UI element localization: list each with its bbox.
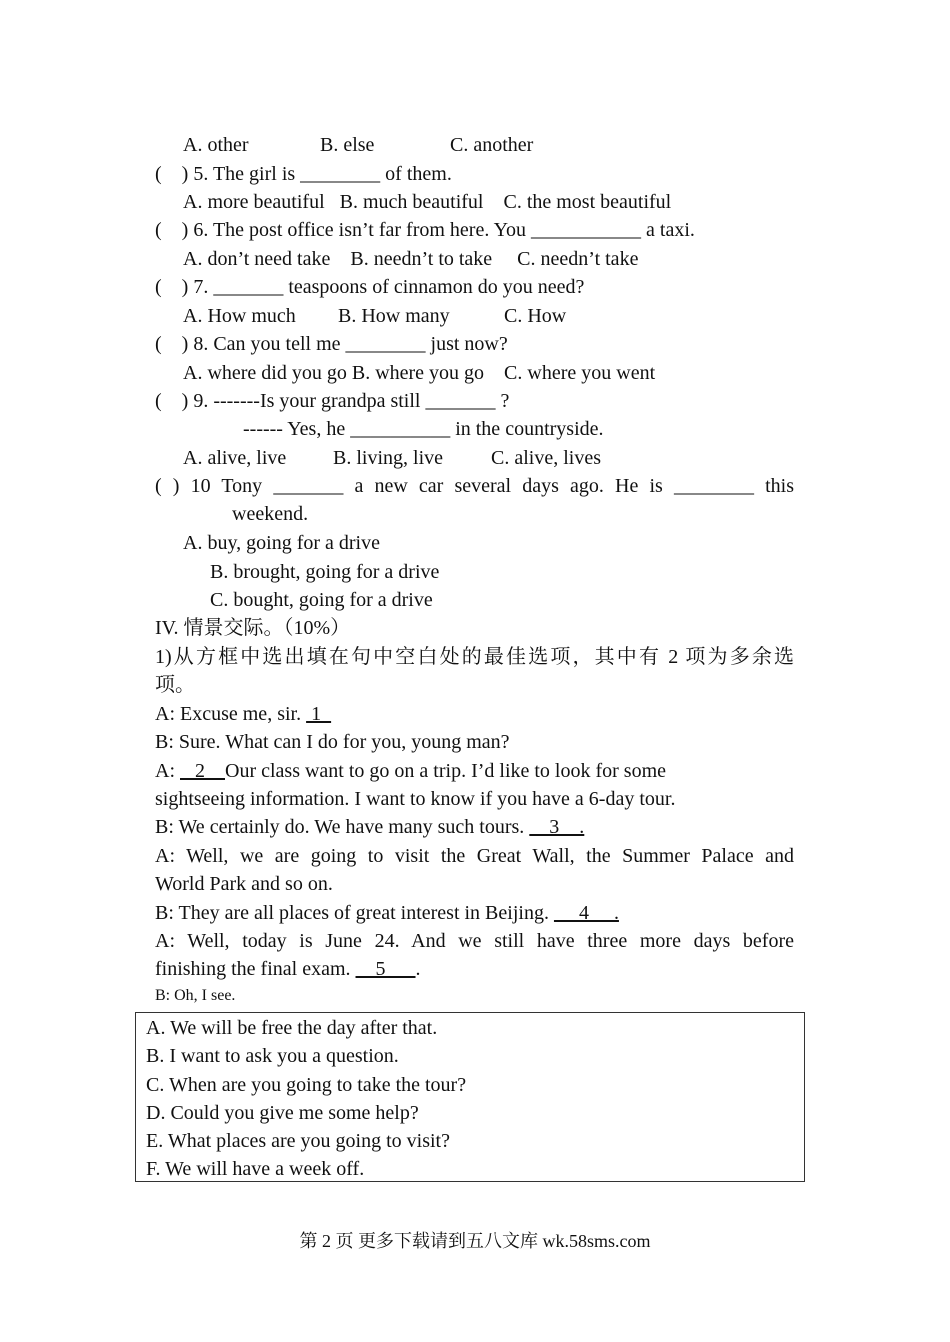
blank-4: 4 . <box>553 902 619 924</box>
dialog-line-6: A: Well, we are going to visit the Great Wall, the Summer Palace and <box>155 845 794 867</box>
choice-a: A. We will be free the day after that. <box>146 1017 438 1039</box>
q9-options <box>0 444 950 556</box>
q9-option-b: B. living, live <box>333 447 443 469</box>
dialog-line-1: A: Excuse me, sir. 1 <box>155 703 332 725</box>
q10-stem-cont: weekend. <box>232 503 309 525</box>
section-instruction-cont: 项。 <box>155 674 195 696</box>
blank-1: 1 <box>306 703 332 725</box>
dialog-line-10: finishing the final exam. 5 . <box>155 958 421 980</box>
q6-stem: ( ) 6. The post office isn’t far from here. You ___________ a taxi. <box>155 219 695 241</box>
dialog-line-4: sightseeing information. I want to know if you have a 6-day tour. <box>155 788 676 810</box>
q4-option-a: A. other <box>183 134 249 156</box>
dialog-line-8: B: They are all places of great interest in Beijing. 4 . <box>155 902 619 924</box>
q5-stem: ( ) 5. The girl is ________ of them. <box>155 163 452 185</box>
q8-options: A. where did you go B. where you go C. where you went <box>183 362 656 384</box>
q10-option-b: B. brought, going for a drive <box>210 561 440 583</box>
choice-b: B. I want to ask you a question. <box>146 1045 399 1067</box>
choices-box <box>135 1012 805 1182</box>
q4-option-b: B. else <box>320 134 375 156</box>
dialog-line-11: B: Oh, I see. <box>155 987 236 1004</box>
choice-e: E. What places are you going to visit? <box>146 1130 450 1152</box>
q7-option-b: B. How many <box>338 305 450 327</box>
page-footer: 第 2 页 更多下载请到五八文库 wk.58sms.com <box>299 1231 651 1251</box>
q9-option-a: A. alive, live <box>183 447 287 469</box>
q10-option-c: C. bought, going for a drive <box>210 589 433 611</box>
choice-d: D. Could you give me some help? <box>146 1102 419 1124</box>
dialog-line-2: B: Sure. What can I do for you, young man? <box>155 731 510 753</box>
blank-2: 2 <box>180 760 225 782</box>
q7-option-c: C. How <box>504 305 567 327</box>
blank-3: 3 . <box>529 816 585 838</box>
q9-option-c: C. alive, lives <box>491 447 601 469</box>
dialog-line-9: A: Well, today is June 24. And we still have three more days before <box>155 930 794 952</box>
choice-f: F. We will have a week off. <box>146 1158 365 1180</box>
q6-options: A. don’t need take B. needn’t to take C. needn’t take <box>183 248 639 270</box>
q9-stem: ( ) 9. -------Is your grandpa still _______ ? <box>155 390 510 412</box>
q7-stem: ( ) 7. _______ teaspoons of cinnamon do you need? <box>155 276 585 298</box>
section-instruction: 1)从方框中选出填在句中空白处的最佳选项，其中有 2 项为多余选 <box>155 646 794 668</box>
q7-option-a: A. How much <box>183 305 296 327</box>
q5-options: A. more beautiful B. much beautiful C. the most beautiful <box>183 191 672 213</box>
blank-5: 5 <box>355 958 416 980</box>
q10-stem: ( ) 10 Tony _______ a new car several days ago. He is ________ this <box>155 475 794 497</box>
q9-reply: ------ Yes, he __________ in the countryside. <box>243 418 604 440</box>
q10-option-a: A. buy, going for a drive <box>183 532 380 554</box>
dialog-line-7: World Park and so on. <box>155 873 333 895</box>
dialog-line-5: B: We certainly do. We have many such tours. 3 . <box>155 816 585 838</box>
choice-c: C. When are you going to take the tour? <box>146 1074 467 1096</box>
q4-option-c: C. another <box>450 134 534 156</box>
q8-stem: ( ) 8. Can you tell me ________ just now? <box>155 333 508 355</box>
dialog-line-3: A: 2 Our class want to go on a trip. I’d like to look for some <box>155 760 667 782</box>
section-heading: IV. 情景交际。（10%） <box>155 617 351 639</box>
